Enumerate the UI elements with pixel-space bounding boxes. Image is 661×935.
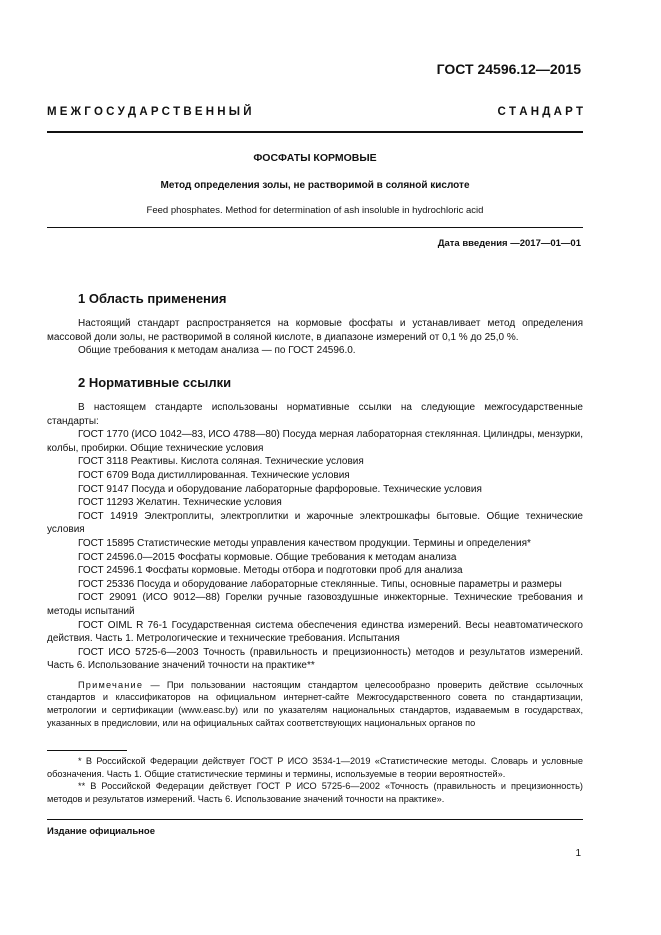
paragraph: В настоящем стандарте использованы нормативные ссылки на следующие межгосударственные стандарты:	[47, 402, 583, 427]
banner-word-standard: С Т А Н Д А Р Т	[497, 106, 583, 118]
reference-item: ГОСТ 14919 Электроплиты, электроплитки и жарочные электрошкафы бытовые. Общие технические условия	[47, 510, 583, 536]
note-label: Примечание	[78, 679, 144, 690]
edition-rule	[47, 819, 583, 820]
reference-item: ГОСТ 1770 (ИСО 1042—83, ИСО 4788—80) Посуда мерная лабораторная стеклянная. Цилиндры, мензурки, колбы, пробирки. Общие технические условия	[47, 429, 584, 454]
reference-item: ГОСТ 29091 (ИСО 9012—88) Горелки ручные газовоздушные инжекторные. Технические требования и методы испытаний	[47, 592, 583, 617]
document-subtitle: Метод определения золы, не растворимой в соляной кислоте	[160, 180, 470, 191]
reference-item: ГОСТ 11293 Желатин. Технические условия	[78, 497, 282, 509]
page-number: 1	[575, 848, 581, 859]
section-heading: 1 Область применения	[78, 291, 227, 306]
reference-item: ГОСТ 9147 Посуда и оборудование лабораторные фарфоровые. Технические условия	[78, 483, 482, 495]
section-normative-references	[47, 375, 583, 729]
header-rule	[47, 131, 583, 133]
footnotes	[47, 755, 583, 805]
reference-item: ГОСТ 6709 Вода дистиллированная. Технические условия	[78, 469, 350, 481]
introduction-date: Дата введения —2017—01—01	[437, 238, 581, 249]
banner-word-interstate: М Е Ж Г О С У Д А Р С Т В Е Н Н Ы Й	[47, 106, 252, 118]
standard-banner	[47, 106, 583, 118]
note-text: — При пользовании настоящим стандартом целесообразно проверить действие ссылочных стандартов и классификаторов на официальном интернет-сайте Межгосударственного совета по стандартизации, метрологии и сертификации (www.easc.by) или по указателям национальных стандартов, издаваемым в государствах, указанных в предисловии, или на официальных сайтах соответствующих национальных органов по	[47, 679, 583, 728]
paragraph: Общие требования к методам анализа — по ГОСТ 24596.0.	[78, 345, 356, 357]
note	[47, 679, 583, 729]
section-scope	[47, 291, 583, 358]
footnote: ** В Российской Федерации действует ГОСТ Р ИСО 5725-6—2002 «Точность (правильность и прецизионность) методов и результатов измерений. Часть 6. Использование значений точности на практике».	[47, 781, 583, 804]
section-heading: 2 Нормативные ссылки	[78, 375, 232, 390]
reference-item: ГОСТ 15895 Статистические методы управления качеством продукции. Термины и определения*	[78, 537, 531, 549]
footnote: * В Российской Федерации действует ГОСТ Р ИСО 3534-1—2019 «Статистические методы. Словарь и условные обозначения. Часть 1. Общие статистические термины и термины, используемые в теории вероятностей».	[47, 756, 583, 779]
document-title-english: Feed phosphates. Method for determination of ash insoluble in hydrochloric acid	[146, 205, 484, 216]
paragraph: Настоящий стандарт распространяется на кормовые фосфаты и устанавливает метод определения массовой доли золы, не растворимой в соляной кислоте, в диапазоне измерений от 0,1 % до 25,0 %.	[47, 318, 583, 343]
reference-item: ГОСТ 25336 Посуда и оборудование лабораторные стеклянные. Типы, основные параметры и размеры	[78, 578, 562, 590]
document-title: ФОСФАТЫ КОРМОВЫЕ	[253, 152, 377, 164]
standard-code: ГОСТ 24596.12—2015	[436, 61, 581, 77]
reference-item: ГОСТ OIML R 76-1 Государственная система обеспечения единства измерений. Весы неавтоматического действия. Часть 1. Метрологические и технические требования. Испытания	[47, 619, 583, 645]
reference-item: ГОСТ 24596.1 Фосфаты кормовые. Методы отбора и подготовки проб для анализа	[78, 565, 463, 577]
footnote-separator	[47, 750, 127, 751]
title-rule	[47, 227, 583, 228]
official-edition-label: Издание официальное	[47, 826, 155, 837]
reference-item: ГОСТ 24596.0—2015 Фосфаты кормовые. Общие требования к методам анализа	[78, 551, 457, 563]
reference-item: ГОСТ ИСО 5725-6—2003 Точность (правильность и прецизионность) методов и результатов измерений. Часть 6. Использование значений точности на практике**	[47, 646, 583, 672]
reference-item: ГОСТ 3118 Реактивы. Кислота соляная. Технические условия	[78, 456, 364, 468]
